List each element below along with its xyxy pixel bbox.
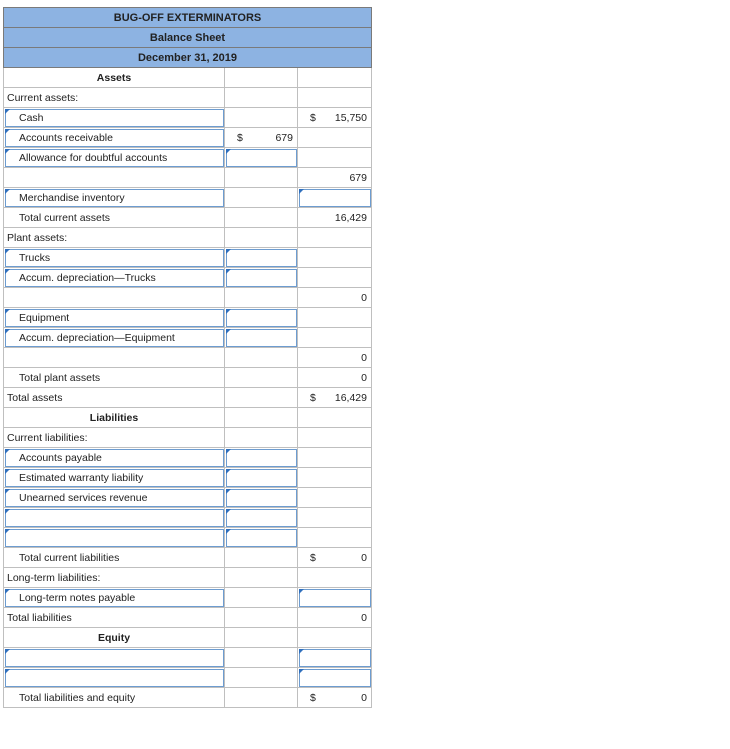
estimated-warranty-amount-input[interactable] [225,468,298,488]
trucks-label: Trucks [19,251,51,264]
header-date-row [4,48,372,68]
plant-assets-label: Plant assets: [7,231,68,244]
total-plant-assets-label: Total plant assets [19,371,101,384]
total-liabilities-equity-row [4,688,372,708]
current-assets-label: Current assets: [7,91,79,104]
long-term-notes-amount-input[interactable] [298,588,372,608]
equipment-label-input[interactable] [4,308,225,328]
total-current-liabilities-dollar-sign: $ [310,551,316,564]
equity-label-input-1[interactable] [4,648,225,668]
cash-label-input[interactable] [4,108,225,128]
net-trucks-amount: 0 [361,291,367,304]
current-assets-row [4,88,372,108]
net-trucks-row [4,288,372,308]
total-current-assets-label: Total current assets [19,211,111,224]
equity-amount-input-1[interactable] [298,648,372,668]
total-liabilities-equity-dollar-sign: $ [310,691,316,704]
total-liabilities-amount: 0 [361,611,367,624]
allowance-label: Allowance for doubtful accounts [19,151,168,164]
accounts-receivable-amount: 679 [275,131,293,144]
allowance-row [4,148,372,168]
plant-assets-row [4,228,372,248]
liabilities-heading-row [4,408,372,428]
total-assets-dollar-sign: $ [310,391,316,404]
accum-dep-equipment-label-input[interactable] [4,328,225,348]
equity-amount-input-2[interactable] [298,668,372,688]
accounts-payable-label: Accounts payable [19,451,102,464]
statement-date: December 31, 2019 [4,48,372,68]
current-liabilities-label: Current liabilities: [7,431,88,444]
trucks-amount-input[interactable] [225,248,298,268]
blank-liability-amount-input-2[interactable] [225,528,298,548]
accum-dep-equipment-row [4,328,372,348]
merchandise-inventory-row [4,188,372,208]
estimated-warranty-row [4,468,372,488]
accounts-receivable-dollar-sign: $ [237,131,243,144]
total-plant-assets-row [4,368,372,388]
unearned-services-label-input[interactable] [4,488,225,508]
total-assets-label: Total assets [7,391,63,404]
accounts-receivable-amount-cell [225,128,298,148]
equipment-row [4,308,372,328]
trucks-row [4,248,372,268]
accounts-payable-label-input[interactable] [4,448,225,468]
equity-heading: Equity [97,631,131,644]
accum-dep-trucks-amount-input[interactable] [225,268,298,288]
assets-heading: Assets [96,71,132,84]
total-current-liabilities-row [4,548,372,568]
merchandise-inventory-amount-input[interactable] [298,188,372,208]
total-current-assets-row [4,208,372,228]
header-company-row [4,8,372,28]
blank-liability-label-input-1[interactable] [4,508,225,528]
liabilities-heading: Liabilities [89,411,139,424]
header-statement-row [4,28,372,48]
long-term-liabilities-label: Long-term liabilities: [7,571,101,584]
cash-label: Cash [19,111,44,124]
total-assets-row [4,388,372,408]
statement-title: Balance Sheet [4,28,372,48]
cash-dollar-sign: $ [310,111,316,124]
total-liabilities-label: Total liabilities [7,611,72,624]
allowance-label-input[interactable] [4,148,225,168]
equipment-amount-input[interactable] [225,308,298,328]
long-term-liabilities-row [4,568,372,588]
accum-dep-equipment-label: Accum. depreciation—Equipment [19,331,175,344]
accounts-receivable-label-input[interactable] [4,128,225,148]
accum-dep-trucks-row [4,268,372,288]
accum-dep-equipment-amount-input[interactable] [225,328,298,348]
estimated-warranty-label-input[interactable] [4,468,225,488]
unearned-services-row [4,488,372,508]
accounts-receivable-row [4,128,372,148]
equity-heading-row [4,628,372,648]
net-receivable-row [4,168,372,188]
accounts-payable-row [4,448,372,468]
total-current-liabilities-amount: 0 [361,551,367,564]
unearned-services-label: Unearned services revenue [19,491,148,504]
blank-liability-label-input-2[interactable] [4,528,225,548]
total-liabilities-equity-amount: 0 [361,691,367,704]
estimated-warranty-label: Estimated warranty liability [19,471,144,484]
merchandise-inventory-label: Merchandise inventory [19,191,125,204]
net-equipment-row [4,348,372,368]
blank-liability-row-1 [4,508,372,528]
current-liabilities-row [4,428,372,448]
blank-liability-amount-input-1[interactable] [225,508,298,528]
company-name: BUG-OFF EXTERMINATORS [4,8,372,28]
trucks-label-input[interactable] [4,248,225,268]
total-current-assets-amount: 16,429 [334,211,367,224]
total-assets-amount: 16,429 [334,391,367,404]
equity-row-2 [4,668,372,688]
cash-row [4,108,372,128]
accounts-payable-amount-input[interactable] [225,448,298,468]
equity-label-input-2[interactable] [4,668,225,688]
unearned-services-amount-input[interactable] [225,488,298,508]
cash-amount-cell [298,108,372,128]
net-receivable-amount: 679 [349,171,367,184]
total-liabilities-equity-label: Total liabilities and equity [19,691,136,704]
accounts-receivable-label: Accounts receivable [19,131,113,144]
total-current-liabilities-label: Total current liabilities [19,551,120,564]
total-plant-assets-amount: 0 [361,371,367,384]
blank-liability-row-2 [4,528,372,548]
balance-sheet-table [3,7,372,708]
equity-row-1 [4,648,372,668]
accum-dep-trucks-label: Accum. depreciation—Trucks [19,271,156,284]
allowance-amount-input[interactable] [225,148,298,168]
total-liabilities-row [4,608,372,628]
assets-heading-row [4,68,372,88]
equipment-label: Equipment [19,311,70,324]
long-term-notes-label-input[interactable] [4,588,225,608]
accum-dep-trucks-label-input[interactable] [4,268,225,288]
long-term-notes-row [4,588,372,608]
cash-amount: 15,750 [334,111,367,124]
net-equipment-amount: 0 [361,351,367,364]
long-term-notes-label: Long-term notes payable [19,591,136,604]
merchandise-inventory-label-input[interactable] [4,188,225,208]
